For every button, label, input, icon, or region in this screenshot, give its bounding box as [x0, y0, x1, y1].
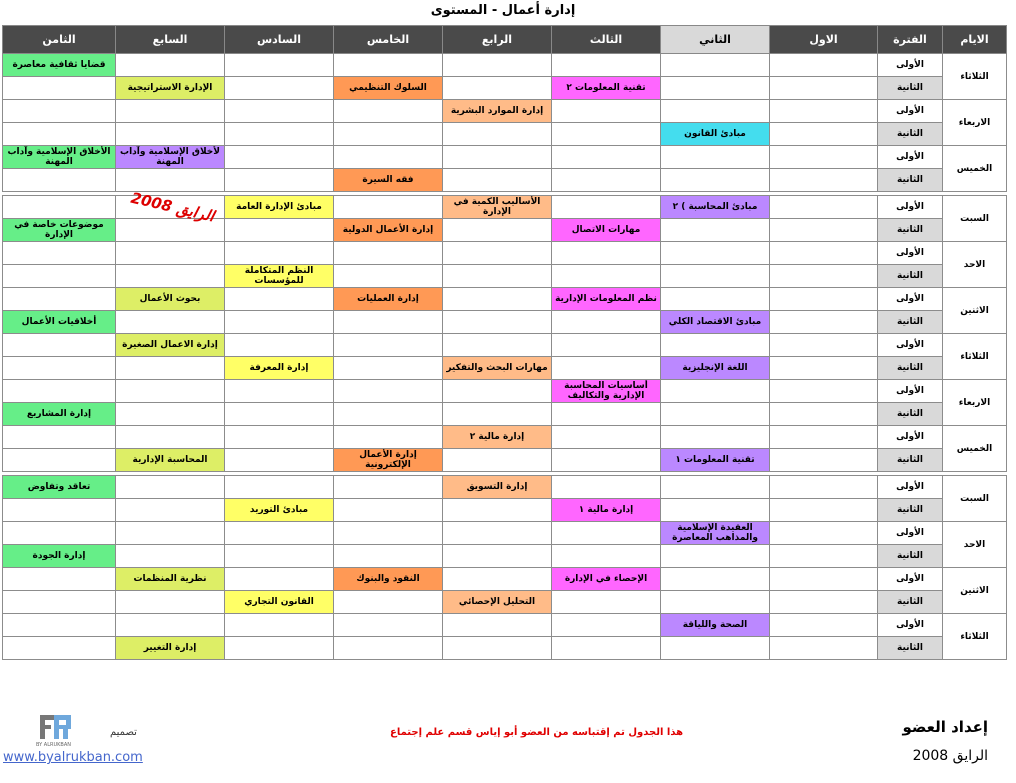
period-cell: الثانية	[878, 449, 943, 472]
empty-cell	[661, 499, 770, 522]
course-cell: إدارة التغيير	[116, 637, 225, 660]
empty-cell	[334, 123, 443, 146]
header-col-1: الاول	[770, 26, 878, 54]
schedule-row	[3, 265, 1007, 288]
empty-cell	[552, 146, 661, 169]
empty-cell	[116, 426, 225, 449]
empty-cell	[225, 449, 334, 472]
empty-cell	[443, 77, 552, 100]
period-cell: الثانية	[878, 499, 943, 522]
empty-cell	[116, 522, 225, 545]
empty-cell	[770, 242, 878, 265]
period-cell: الثانية	[878, 123, 943, 146]
empty-cell	[443, 449, 552, 472]
empty-cell	[334, 334, 443, 357]
website-link[interactable]: www.byalrukban.com	[3, 750, 143, 765]
empty-cell	[770, 288, 878, 311]
empty-cell	[770, 637, 878, 660]
schedule-row	[3, 288, 1007, 311]
empty-cell	[552, 591, 661, 614]
course-cell: قضايا ثقافية معاصرة	[3, 54, 116, 77]
empty-cell	[661, 100, 770, 123]
day-cell: السبت	[943, 196, 1007, 242]
empty-cell	[334, 637, 443, 660]
empty-cell	[3, 288, 116, 311]
empty-cell	[661, 265, 770, 288]
schedule-row	[3, 568, 1007, 591]
course-cell: لأخلاق الإسلامية وآداب المهنة	[116, 146, 225, 169]
empty-cell	[770, 169, 878, 192]
header-col-5: الخامس	[334, 26, 443, 54]
period-cell: الثانية	[878, 77, 943, 100]
empty-cell	[552, 100, 661, 123]
schedule-row	[3, 311, 1007, 334]
empty-cell	[225, 568, 334, 591]
empty-cell	[770, 614, 878, 637]
period-cell: الثانية	[878, 545, 943, 568]
empty-cell	[443, 265, 552, 288]
course-cell: النظم المتكاملة للمؤسسات	[225, 265, 334, 288]
empty-cell	[661, 426, 770, 449]
schedule-row	[3, 146, 1007, 169]
course-cell: مبادئ الإدارة العامة	[225, 196, 334, 219]
empty-cell	[552, 449, 661, 472]
schedule-row	[3, 614, 1007, 637]
schedule-row	[3, 334, 1007, 357]
empty-cell	[552, 169, 661, 192]
schedule-row	[3, 123, 1007, 146]
empty-cell	[334, 311, 443, 334]
schedule-row	[3, 499, 1007, 522]
watermark-stamp: الرايق 2008	[129, 188, 216, 226]
empty-cell	[443, 146, 552, 169]
course-cell: مهارات البحث والتفكير	[443, 357, 552, 380]
empty-cell	[334, 403, 443, 426]
empty-cell	[770, 123, 878, 146]
schedule-row	[3, 54, 1007, 77]
course-cell: فقه السيرة	[334, 169, 443, 192]
course-cell: الصحة واللياقة	[661, 614, 770, 637]
empty-cell	[661, 545, 770, 568]
empty-cell	[3, 499, 116, 522]
empty-cell	[225, 242, 334, 265]
empty-cell	[770, 380, 878, 403]
empty-cell	[552, 334, 661, 357]
empty-cell	[443, 334, 552, 357]
header-col-4: الرابع	[443, 26, 552, 54]
period-cell: الأولى	[878, 476, 943, 499]
course-cell: إدارة الأعمال الإلكترونية	[334, 449, 443, 472]
empty-cell	[116, 614, 225, 637]
empty-cell	[552, 311, 661, 334]
empty-cell	[116, 123, 225, 146]
schedule-row	[3, 380, 1007, 403]
course-cell: النقود والبنوك	[334, 568, 443, 591]
empty-cell	[334, 100, 443, 123]
course-cell: أساسيات المحاسبة الإدارية والتكاليف	[552, 380, 661, 403]
course-cell: الإدارة الاستراتيجية	[116, 77, 225, 100]
empty-cell	[334, 426, 443, 449]
empty-cell	[661, 476, 770, 499]
empty-cell	[770, 426, 878, 449]
period-cell: الأولى	[878, 380, 943, 403]
empty-cell	[334, 614, 443, 637]
empty-cell	[116, 357, 225, 380]
empty-cell	[225, 77, 334, 100]
period-cell: الأولى	[878, 242, 943, 265]
period-cell: الأولى	[878, 522, 943, 545]
empty-cell	[334, 591, 443, 614]
empty-cell	[116, 545, 225, 568]
course-cell: تقنية المعلومات ١	[661, 449, 770, 472]
course-cell: إدارة التسويق	[443, 476, 552, 499]
period-cell: الثانية	[878, 219, 943, 242]
empty-cell	[225, 614, 334, 637]
empty-cell	[661, 288, 770, 311]
empty-cell	[443, 499, 552, 522]
empty-cell	[770, 100, 878, 123]
course-cell: نظرية المنظمات	[116, 568, 225, 591]
empty-cell	[116, 265, 225, 288]
day-cell: الخميس	[943, 146, 1007, 192]
course-cell: تقنية المعلومات ٢	[552, 77, 661, 100]
empty-cell	[552, 476, 661, 499]
empty-cell	[661, 146, 770, 169]
empty-cell	[116, 476, 225, 499]
empty-cell	[3, 77, 116, 100]
empty-cell	[225, 380, 334, 403]
empty-cell	[770, 591, 878, 614]
course-cell: مبادئ التوريد	[225, 499, 334, 522]
header-days: الايام	[943, 26, 1007, 54]
empty-cell	[334, 476, 443, 499]
prepared-by: إعداد العضو	[902, 718, 988, 736]
course-cell: مبادئ الاقتصاد الكلي	[661, 311, 770, 334]
empty-cell	[116, 311, 225, 334]
empty-cell	[443, 522, 552, 545]
empty-cell	[443, 568, 552, 591]
header-col-6: السادس	[225, 26, 334, 54]
course-cell: القانون التجاري	[225, 591, 334, 614]
schedule-row	[3, 357, 1007, 380]
empty-cell	[552, 522, 661, 545]
empty-cell	[3, 614, 116, 637]
empty-cell	[770, 545, 878, 568]
empty-cell	[661, 169, 770, 192]
course-cell: نظم المعلومات الإدارية	[552, 288, 661, 311]
period-cell: الثانية	[878, 169, 943, 192]
day-cell: الثلاثاء	[943, 614, 1007, 660]
empty-cell	[116, 169, 225, 192]
empty-cell	[3, 242, 116, 265]
empty-cell	[443, 637, 552, 660]
logo-caption: BY ALRUKBAN	[36, 742, 72, 748]
empty-cell	[116, 499, 225, 522]
empty-cell	[770, 311, 878, 334]
empty-cell	[3, 522, 116, 545]
empty-cell	[225, 545, 334, 568]
empty-cell	[661, 334, 770, 357]
empty-cell	[552, 54, 661, 77]
schedule-row	[3, 426, 1007, 449]
empty-cell	[770, 265, 878, 288]
empty-cell	[225, 403, 334, 426]
empty-cell	[443, 219, 552, 242]
course-cell: الأساليب الكمية في الإدارة	[443, 196, 552, 219]
empty-cell	[334, 499, 443, 522]
empty-cell	[443, 169, 552, 192]
header-col-2: الثاني	[661, 26, 770, 54]
empty-cell	[552, 614, 661, 637]
empty-cell	[3, 123, 116, 146]
empty-cell	[225, 169, 334, 192]
period-cell: الأولى	[878, 568, 943, 591]
page-title: إدارة أعمال - المستوى	[430, 3, 576, 18]
empty-cell	[443, 614, 552, 637]
empty-cell	[770, 449, 878, 472]
header-period: الفترة	[878, 26, 943, 54]
empty-cell	[770, 219, 878, 242]
credit-note: هذا الجدول تم إقتباسه من العضو أبو إياس قسم علم إجتماع	[390, 727, 684, 738]
empty-cell	[552, 426, 661, 449]
empty-cell	[3, 100, 116, 123]
header-row	[3, 26, 1007, 54]
period-cell: الأولى	[878, 288, 943, 311]
empty-cell	[552, 545, 661, 568]
schedule-row	[3, 403, 1007, 426]
day-cell: الاحد	[943, 522, 1007, 568]
schedule-row	[3, 242, 1007, 265]
course-cell: إدارة الموارد البشرية	[443, 100, 552, 123]
period-cell: الأولى	[878, 100, 943, 123]
course-cell: الأخلاق الإسلامية وآداب المهنة	[3, 146, 116, 169]
empty-cell	[116, 380, 225, 403]
empty-cell	[225, 476, 334, 499]
schedule-table	[2, 25, 1007, 660]
course-cell: تعاقد وتفاوض	[3, 476, 116, 499]
empty-cell	[443, 54, 552, 77]
day-cell: الاحد	[943, 242, 1007, 288]
course-cell: مبادئ القانون	[661, 123, 770, 146]
empty-cell	[443, 242, 552, 265]
course-cell: إدارة المعرفة	[225, 357, 334, 380]
empty-cell	[3, 357, 116, 380]
empty-cell	[552, 265, 661, 288]
empty-cell	[225, 219, 334, 242]
empty-cell	[3, 568, 116, 591]
empty-cell	[225, 637, 334, 660]
empty-cell	[443, 545, 552, 568]
period-cell: الثانية	[878, 637, 943, 660]
course-cell: بحوث الأعمال	[116, 288, 225, 311]
empty-cell	[661, 77, 770, 100]
empty-cell	[770, 476, 878, 499]
course-cell: العقيدة الإسلامية والمذاهب المعاصرة	[661, 522, 770, 545]
header-col-8: الثامن	[3, 26, 116, 54]
period-cell: الثانية	[878, 591, 943, 614]
day-cell: الخميس	[943, 426, 1007, 472]
empty-cell	[443, 311, 552, 334]
empty-cell	[661, 242, 770, 265]
schedule-row	[3, 169, 1007, 192]
author-year: الرايق 2008	[912, 748, 988, 764]
empty-cell	[552, 403, 661, 426]
empty-cell	[552, 123, 661, 146]
empty-cell	[661, 403, 770, 426]
period-cell: الثانية	[878, 357, 943, 380]
empty-cell	[770, 522, 878, 545]
period-cell: الثانية	[878, 311, 943, 334]
period-cell: الأولى	[878, 426, 943, 449]
period-cell: الثانية	[878, 265, 943, 288]
period-cell: الثانية	[878, 403, 943, 426]
empty-cell	[443, 288, 552, 311]
empty-cell	[116, 403, 225, 426]
empty-cell	[334, 146, 443, 169]
empty-cell	[552, 196, 661, 219]
empty-cell	[225, 311, 334, 334]
day-cell: الاثنين	[943, 288, 1007, 334]
empty-cell	[116, 100, 225, 123]
empty-cell	[443, 380, 552, 403]
empty-cell	[334, 545, 443, 568]
empty-cell	[334, 54, 443, 77]
schedule-row	[3, 522, 1007, 545]
period-cell: الأولى	[878, 146, 943, 169]
empty-cell	[334, 242, 443, 265]
schedule-row	[3, 476, 1007, 499]
day-cell: الاربعاء	[943, 100, 1007, 146]
empty-cell	[661, 637, 770, 660]
empty-cell	[334, 522, 443, 545]
empty-cell	[443, 123, 552, 146]
empty-cell	[770, 357, 878, 380]
empty-cell	[552, 637, 661, 660]
day-cell: الاثنين	[943, 568, 1007, 614]
course-cell: إدارة مالية ١	[552, 499, 661, 522]
empty-cell	[770, 54, 878, 77]
empty-cell	[334, 196, 443, 219]
empty-cell	[3, 426, 116, 449]
course-cell: مبادئ المحاسبة ) ٢	[661, 196, 770, 219]
schedule-row	[3, 77, 1007, 100]
empty-cell	[225, 123, 334, 146]
empty-cell	[3, 334, 116, 357]
empty-cell	[225, 288, 334, 311]
course-cell: إدارة مالية ٢	[443, 426, 552, 449]
empty-cell	[661, 54, 770, 77]
header-col-7: السابع	[116, 26, 225, 54]
empty-cell	[3, 637, 116, 660]
empty-cell	[225, 522, 334, 545]
empty-cell	[770, 146, 878, 169]
schedule-row	[3, 449, 1007, 472]
day-cell: الاربعاء	[943, 380, 1007, 426]
empty-cell	[3, 449, 116, 472]
empty-cell	[770, 334, 878, 357]
logo-icon	[36, 713, 76, 743]
empty-cell	[334, 380, 443, 403]
schedule-body	[3, 54, 1007, 660]
course-cell: اللغة الإنجليزية	[661, 357, 770, 380]
empty-cell	[3, 265, 116, 288]
empty-cell	[116, 591, 225, 614]
course-cell: موضوعات خاصة في الإدارة	[3, 219, 116, 242]
schedule-row	[3, 545, 1007, 568]
period-cell: الأولى	[878, 54, 943, 77]
empty-cell	[552, 242, 661, 265]
day-cell: الثلاثاء	[943, 54, 1007, 100]
course-cell: التحليل الإحصائي	[443, 591, 552, 614]
empty-cell	[661, 380, 770, 403]
course-cell: أخلاقيات الأعمال	[3, 311, 116, 334]
course-cell: إدارة الاعمال الصغيرة	[116, 334, 225, 357]
empty-cell	[661, 219, 770, 242]
empty-cell	[116, 242, 225, 265]
empty-cell	[334, 265, 443, 288]
course-cell: إدارة الجودة	[3, 545, 116, 568]
empty-cell	[770, 499, 878, 522]
course-cell: إدارة الأعمال الدولية	[334, 219, 443, 242]
empty-cell	[552, 357, 661, 380]
empty-cell	[3, 169, 116, 192]
empty-cell	[3, 196, 116, 219]
empty-cell	[116, 54, 225, 77]
empty-cell	[443, 403, 552, 426]
period-cell: الأولى	[878, 334, 943, 357]
empty-cell	[225, 146, 334, 169]
empty-cell	[770, 196, 878, 219]
day-cell: الثلاثاء	[943, 334, 1007, 380]
header-col-3: الثالث	[552, 26, 661, 54]
design-label: تصميم	[110, 727, 137, 738]
empty-cell	[225, 54, 334, 77]
empty-cell	[770, 77, 878, 100]
period-cell: الأولى	[878, 196, 943, 219]
empty-cell	[3, 591, 116, 614]
period-cell: الأولى	[878, 614, 943, 637]
schedule-row	[3, 637, 1007, 660]
empty-cell	[3, 380, 116, 403]
course-cell: المحاسبة الإدارية	[116, 449, 225, 472]
empty-cell	[770, 568, 878, 591]
empty-cell	[334, 357, 443, 380]
schedule-row	[3, 219, 1007, 242]
course-cell: السلوك التنظيمي	[334, 77, 443, 100]
empty-cell	[770, 403, 878, 426]
course-cell: إدارة العمليات	[334, 288, 443, 311]
empty-cell	[661, 591, 770, 614]
course-cell: مهارات الاتصال	[552, 219, 661, 242]
empty-cell	[225, 426, 334, 449]
schedule-row	[3, 100, 1007, 123]
day-cell: السبت	[943, 476, 1007, 522]
empty-cell	[225, 334, 334, 357]
course-cell: الإحصاء في الإدارة	[552, 568, 661, 591]
empty-cell	[661, 568, 770, 591]
schedule-row	[3, 591, 1007, 614]
empty-cell	[225, 100, 334, 123]
course-cell: إدارة المشاريع	[3, 403, 116, 426]
